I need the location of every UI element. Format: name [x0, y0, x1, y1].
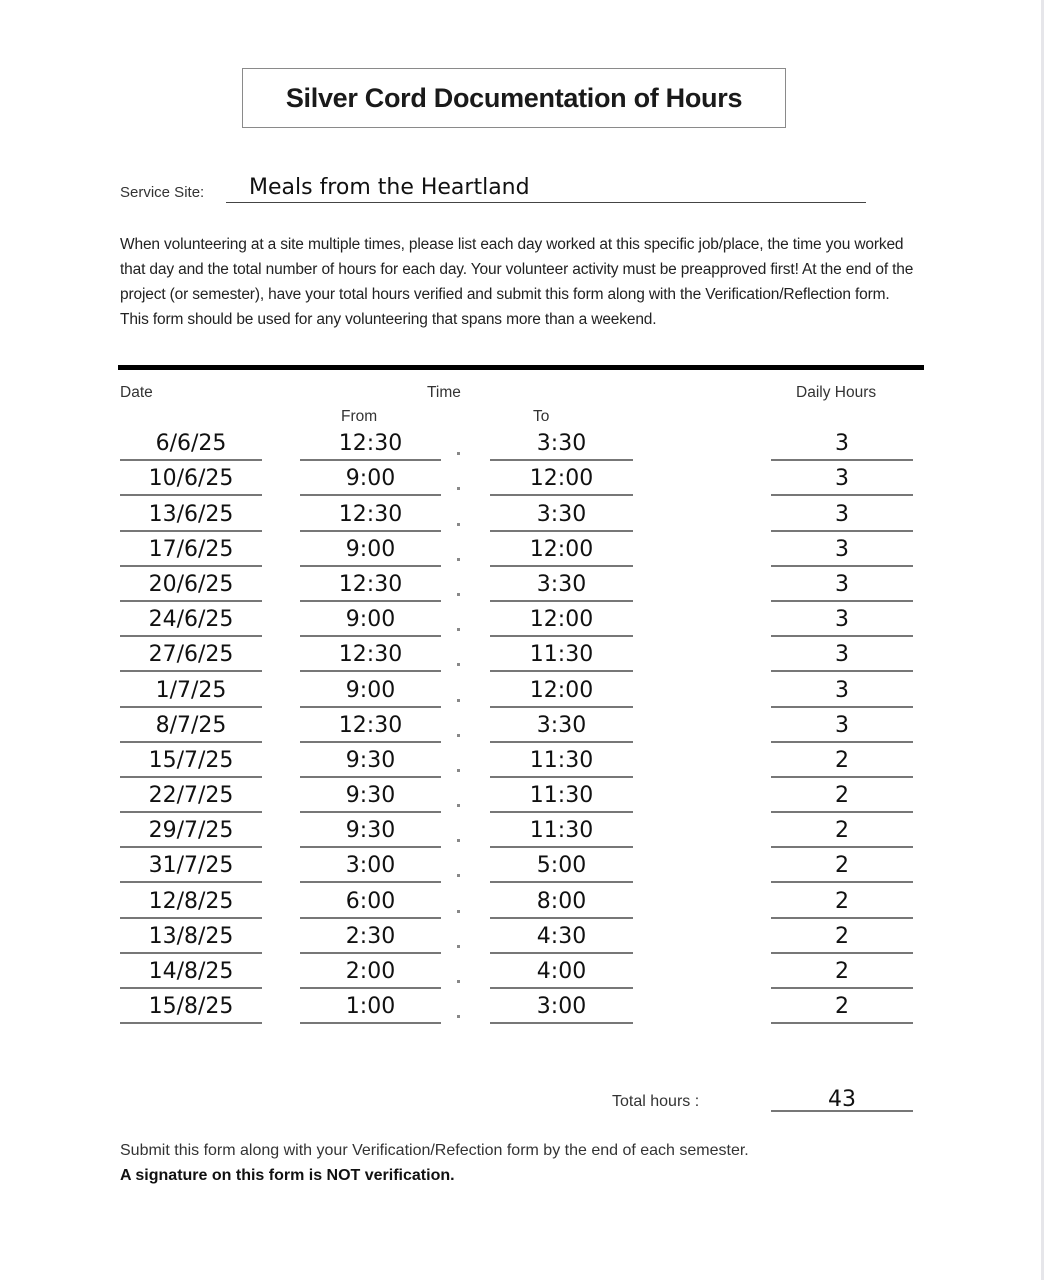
daily-hours-field[interactable]: 2	[771, 779, 913, 813]
time-separator	[457, 1015, 460, 1018]
daily-hours-field[interactable]: 3	[771, 462, 913, 496]
from-time-field[interactable]: 12:30	[300, 709, 441, 743]
date-field[interactable]: 15/8/25	[120, 990, 262, 1024]
from-time-field[interactable]: 9:30	[300, 814, 441, 848]
date-field[interactable]: 27/6/25	[120, 638, 262, 672]
to-time-field[interactable]: 5:00	[490, 849, 633, 883]
from-time-field[interactable]: 9:30	[300, 779, 441, 813]
to-time-field[interactable]: 3:30	[490, 568, 633, 602]
footer-note: Submit this form along with your Verification/Refection form by the end of each semester.	[120, 1142, 749, 1159]
date-field[interactable]: 31/7/25	[120, 849, 262, 883]
time-separator	[457, 487, 460, 490]
table-row	[0, 989, 1044, 1024]
daily-hours-field[interactable]: 2	[771, 920, 913, 954]
time-separator	[457, 910, 460, 913]
from-time-field[interactable]: 12:30	[300, 427, 441, 461]
time-separator	[457, 769, 460, 772]
daily-hours-field[interactable]: 2	[771, 814, 913, 848]
date-field[interactable]: 1/7/25	[120, 674, 262, 708]
date-field[interactable]: 22/7/25	[120, 779, 262, 813]
time-separator	[457, 558, 460, 561]
to-time-field[interactable]: 11:30	[490, 814, 633, 848]
time-separator	[457, 804, 460, 807]
time-separator	[457, 874, 460, 877]
table-row	[0, 602, 1044, 637]
date-field[interactable]: 24/6/25	[120, 603, 262, 637]
daily-hours-field[interactable]: 2	[771, 885, 913, 919]
column-header-to: To	[533, 408, 550, 425]
daily-hours-field[interactable]: 3	[771, 638, 913, 672]
from-time-field[interactable]: 9:00	[300, 533, 441, 567]
time-separator	[457, 980, 460, 983]
daily-hours-field[interactable]: 3	[771, 498, 913, 532]
document-title: Silver Cord Documentation of Hours	[285, 82, 743, 113]
from-time-field[interactable]: 9:00	[300, 603, 441, 637]
from-time-field[interactable]: 12:30	[300, 498, 441, 532]
date-field[interactable]: 14/8/25	[120, 955, 262, 989]
from-time-field[interactable]: 2:30	[300, 920, 441, 954]
hours-table	[0, 426, 1044, 1024]
column-header-from: From	[341, 408, 378, 425]
daily-hours-field[interactable]: 2	[771, 849, 913, 883]
date-field[interactable]: 20/6/25	[120, 568, 262, 602]
date-field[interactable]: 13/8/25	[120, 920, 262, 954]
daily-hours-field[interactable]: 3	[771, 603, 913, 637]
from-time-field[interactable]: 6:00	[300, 885, 441, 919]
table-row	[0, 708, 1044, 743]
table-row	[0, 883, 1044, 918]
time-separator	[457, 663, 460, 666]
to-time-field[interactable]: 8:00	[490, 885, 633, 919]
date-field[interactable]: 6/6/25	[120, 427, 262, 461]
to-time-field[interactable]: 12:00	[490, 462, 633, 496]
table-row	[0, 672, 1044, 707]
service-site-field[interactable]: Meals from the Heartland	[249, 175, 530, 200]
instructions-paragraph: When volunteering at a site multiple times, please list each day worked at this specific job/place, the time you worked that day and the total number of hours for each day. Your volunteer activity must be preapproved first! At the end of the project (or semester), have your total hours verified and submit this form along with the Verification/Reflection form. This form should be used for any volunteering that spans more than a weekend.	[120, 236, 914, 328]
daily-hours-field[interactable]: 3	[771, 674, 913, 708]
table-row	[0, 567, 1044, 602]
to-time-field[interactable]: 3:30	[490, 498, 633, 532]
table-row	[0, 813, 1044, 848]
to-time-field[interactable]: 12:00	[490, 674, 633, 708]
daily-hours-field[interactable]: 2	[771, 990, 913, 1024]
time-separator	[457, 945, 460, 948]
table-row	[0, 532, 1044, 567]
table-row	[0, 461, 1044, 496]
date-field[interactable]: 15/7/25	[120, 744, 262, 778]
to-time-field[interactable]: 4:00	[490, 955, 633, 989]
footer-warning: A signature on this form is NOT verification.	[120, 1167, 455, 1184]
daily-hours-field[interactable]: 3	[771, 427, 913, 461]
daily-hours-field[interactable]: 2	[771, 955, 913, 989]
table-row	[0, 426, 1044, 461]
column-header-daily-hours: Daily Hours	[796, 384, 877, 401]
to-time-field[interactable]: 12:00	[490, 533, 633, 567]
daily-hours-field[interactable]: 3	[771, 533, 913, 567]
total-hours-field[interactable]: 43	[771, 1088, 913, 1112]
time-separator	[457, 523, 460, 526]
from-time-field[interactable]: 12:30	[300, 568, 441, 602]
from-time-field[interactable]: 9:00	[300, 462, 441, 496]
table-row	[0, 919, 1044, 954]
to-time-field[interactable]: 3:30	[490, 427, 633, 461]
date-field[interactable]: 13/6/25	[120, 498, 262, 532]
time-separator	[457, 452, 460, 455]
from-time-field[interactable]: 9:30	[300, 744, 441, 778]
time-separator	[457, 628, 460, 631]
date-field[interactable]: 29/7/25	[120, 814, 262, 848]
daily-hours-field[interactable]: 3	[771, 709, 913, 743]
from-time-field[interactable]: 1:00	[300, 990, 441, 1024]
date-field[interactable]: 17/6/25	[120, 533, 262, 567]
table-row	[0, 848, 1044, 883]
to-time-field[interactable]: 3:30	[490, 709, 633, 743]
from-time-field[interactable]: 9:00	[300, 674, 441, 708]
time-separator	[457, 734, 460, 737]
daily-hours-field[interactable]: 3	[771, 568, 913, 602]
to-time-field[interactable]: 11:30	[490, 744, 633, 778]
to-time-field[interactable]: 3:00	[490, 990, 633, 1024]
time-separator	[457, 593, 460, 596]
title-box	[242, 68, 786, 128]
service-site-underline	[226, 202, 866, 203]
table-row	[0, 954, 1044, 989]
to-time-field[interactable]: 11:30	[490, 779, 633, 813]
table-row	[0, 637, 1044, 672]
date-field[interactable]: 12/8/25	[120, 885, 262, 919]
from-time-field[interactable]: 3:00	[300, 849, 441, 883]
to-time-field[interactable]: 11:30	[490, 638, 633, 672]
column-header-date: Date	[120, 384, 153, 401]
time-separator	[457, 699, 460, 702]
table-row	[0, 778, 1044, 813]
to-time-field[interactable]: 4:30	[490, 920, 633, 954]
to-time-field[interactable]: 12:00	[490, 603, 633, 637]
from-time-field[interactable]: 12:30	[300, 638, 441, 672]
column-header-time: Time	[427, 384, 461, 401]
date-field[interactable]: 10/6/25	[120, 462, 262, 496]
table-row	[0, 743, 1044, 778]
service-site-label: Service Site:	[120, 184, 205, 201]
date-field[interactable]: 8/7/25	[120, 709, 262, 743]
daily-hours-field[interactable]: 2	[771, 744, 913, 778]
table-row	[0, 496, 1044, 531]
from-time-field[interactable]: 2:00	[300, 955, 441, 989]
time-separator	[457, 839, 460, 842]
total-hours-label: Total hours :	[612, 1093, 700, 1110]
section-divider	[118, 365, 924, 370]
